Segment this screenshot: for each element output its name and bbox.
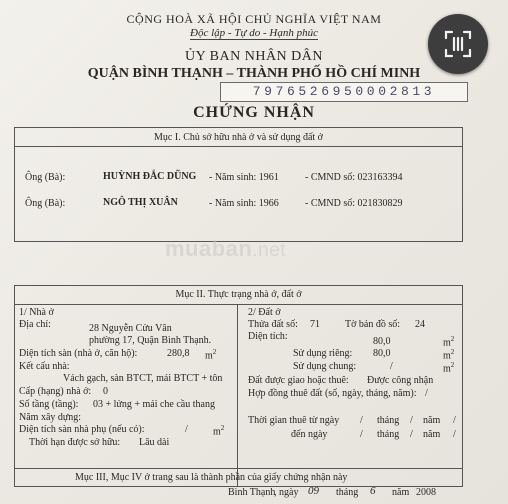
land-area-unit-exp: 2 [450, 335, 455, 343]
signing-month-label: tháng [336, 487, 359, 498]
signing-day-value: 09 [308, 485, 319, 497]
house-floor-area-label: Diện tích sàn (nhà ở, căn hộ): [19, 348, 138, 359]
owner-1-prefix: Ông (Bà): [25, 172, 66, 183]
land-contract-label: Hợp đồng thuê đất (số, ngày, tháng, năm): [248, 388, 417, 399]
land-private-unit [443, 348, 454, 361]
house-structure-label: Kết cấu nhà: [19, 361, 70, 372]
land-parcel-value: 71 [310, 319, 320, 330]
house-grade-value: 0 [103, 386, 108, 397]
land-title: 2/ Đất ở [248, 307, 281, 318]
scan-qr-button[interactable] [428, 14, 488, 74]
lease-to-year-slash: / [453, 429, 456, 440]
section-owners-divider [15, 146, 462, 147]
land-shared-unit-exp: 2 [450, 361, 455, 369]
owner-2-birth-year: - Năm sinh: 1966 [209, 198, 279, 209]
section-owners-heading: Mục I. Chủ sở hữu nhà ở và sử dụng đất ở [154, 132, 323, 143]
district-title: QUẬN BÌNH THẠNH – THÀNH PHỐ HỒ CHÍ MINH [87, 66, 421, 81]
house-aux-area-unit-m: m [213, 426, 221, 438]
land-private-unit-exp: 2 [450, 348, 455, 356]
land-private-value: 80,0 [373, 348, 391, 359]
section-property-bottom-rule [15, 468, 462, 469]
land-origin-label: Đất được giao hoặc thuê: [248, 375, 349, 386]
signing-day-label: , ngày [274, 487, 299, 498]
land-shared-value: / [390, 361, 393, 372]
house-aux-area-unit-exp: 2 [220, 424, 225, 432]
land-private-unit-m: m [443, 350, 451, 362]
watermark-logo [165, 236, 286, 262]
owner-2-name: NGÔ THỊ XUÂN [103, 197, 178, 208]
signing-year-value: 2008 [416, 487, 436, 498]
owner-1-birth-year: - Năm sinh: 1961 [209, 172, 279, 183]
house-structure-value: Vách gạch, sàn BTCT, mái BTCT + tôn [63, 373, 223, 384]
house-floor-area-unit [205, 348, 216, 361]
house-floor-area-unit-m: m [205, 350, 213, 362]
owner-2-id-number: - CMND số: 021830829 [305, 198, 403, 209]
footer-note: Mục III, Mục IV ở trang sau là thành phần của giấy chứng nhận này [75, 472, 348, 483]
qr-scan-icon [428, 14, 488, 74]
house-aux-area-label: Diện tích sàn nhà phụ (nếu có): [19, 424, 145, 435]
lease-to-label: đến ngày [291, 429, 328, 440]
house-title: 1/ Nhà ở [19, 307, 54, 318]
house-floor-area-value: 280,8 [167, 348, 190, 359]
land-map-sheet-label: Tờ bản đồ số: [345, 319, 401, 330]
lease-from-month-slash: / [410, 415, 413, 426]
land-contract-value: / [425, 388, 428, 399]
signing-place: Bình Thạnh [228, 487, 276, 498]
section-property [14, 285, 463, 487]
land-area-unit [443, 335, 454, 348]
lease-from-year-slash: / [453, 415, 456, 426]
serial-number: 7976526950002813 [220, 82, 468, 102]
house-floor-area-unit-exp: 2 [212, 348, 217, 356]
signing-month-value: 6 [370, 485, 376, 497]
land-parcel-label: Thửa đất số: [248, 319, 298, 330]
lease-to-month-label: tháng [377, 429, 400, 440]
section-property-heading: Mục II. Thực trạng nhà ở, đất ở [15, 289, 462, 305]
land-shared-unit [443, 361, 454, 374]
house-grade-label: Cấp (hạng) nhà ở: [19, 386, 92, 397]
lease-from-day-slash: / [360, 415, 363, 426]
house-address-line1: 28 Nguyễn Cửu Vân [89, 323, 172, 334]
section-owners [14, 127, 463, 242]
land-area-value: 80,0 [373, 336, 391, 347]
owner-1-id-number: - CMND số: 023163394 [305, 172, 403, 183]
certificate-title: CHỨNG NHẬN [193, 104, 315, 121]
house-floors-label: Số tầng (tầng): [19, 399, 79, 410]
house-floors-value: 03 + lửng + mái che cầu thang [93, 399, 215, 410]
land-area-unit-m2: m [443, 337, 451, 349]
house-year-built-label: Năm xây dựng: [19, 412, 82, 423]
house-aux-area-unit [213, 424, 224, 437]
land-private-label: Sử dụng riêng: [293, 348, 353, 359]
house-ownership-term-value: Lâu dài [139, 437, 170, 448]
lease-from-label: Thời gian thuê từ ngày [248, 415, 340, 426]
land-shared-unit-m: m [443, 363, 451, 375]
lease-to-month-slash: / [410, 429, 413, 440]
lease-from-year-label: năm [423, 415, 441, 426]
owner-2-prefix: Ông (Bà): [25, 198, 66, 209]
house-ownership-term-label: Thời hạn được sở hữu: [29, 437, 121, 448]
land-map-sheet-value: 24 [415, 319, 425, 330]
lease-to-year-label: năm [423, 429, 441, 440]
watermark-brand: muaban [165, 236, 253, 261]
house-address-label: Địa chỉ: [19, 319, 51, 330]
land-area-label: Diện tích: [248, 331, 288, 342]
owner-1-name: HUỲNH ĐẮC DŨNG [103, 171, 197, 182]
house-address-line2: phường 17, Quận Bình Thạnh. [89, 335, 212, 346]
national-title: CỘNG HOÀ XÃ HỘI CHỦ NGHĨA VIỆT NAM [126, 12, 382, 26]
land-origin-value: Được công nhận [367, 375, 434, 386]
committee-title: ỦY BAN NHÂN DÂN [184, 49, 324, 64]
motto-text: Độc lập - Tự do - Hạnh phúc [190, 27, 318, 39]
watermark-suffix: .net [252, 240, 287, 261]
lease-to-day-slash: / [360, 429, 363, 440]
section-property-column-divider [237, 305, 238, 486]
signing-year-label: năm [392, 487, 410, 498]
house-aux-area-value: / [185, 424, 188, 435]
land-shared-label: Sử dụng chung: [293, 361, 357, 372]
lease-from-month-label: tháng [377, 415, 400, 426]
